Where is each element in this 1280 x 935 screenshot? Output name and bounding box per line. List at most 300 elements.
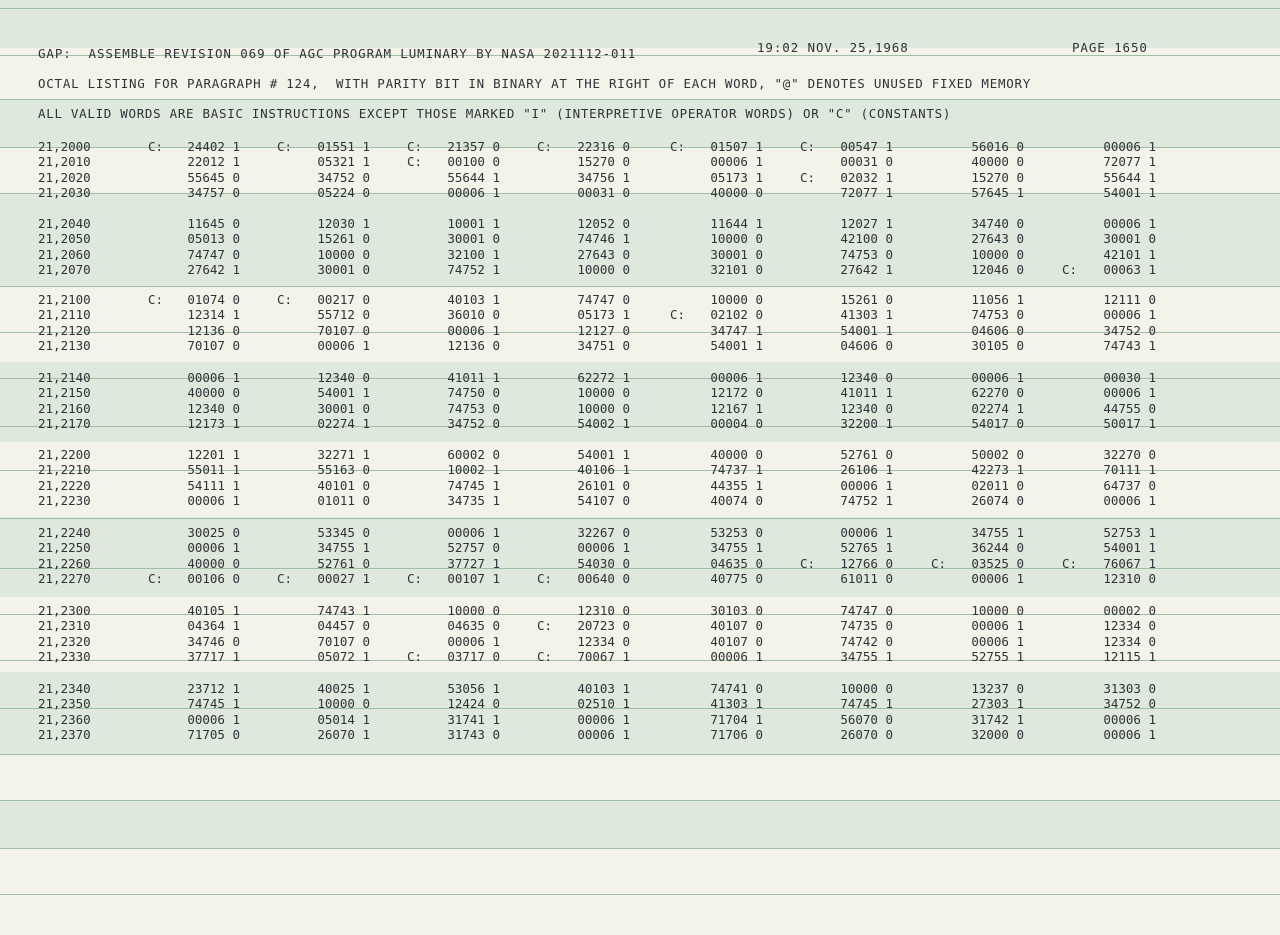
- octal-word: 12201 1: [187, 447, 240, 462]
- listing-description: OCTAL LISTING FOR PARAGRAPH # 124, WITH PARITY BIT IN BINARY AT THE RIGHT OF EACH WORD, "@" DENOTES UNUSED FIXED MEMORY: [38, 76, 1032, 91]
- octal-word: 12340 0: [840, 370, 893, 385]
- octal-word: 00006 1: [971, 570, 1024, 586]
- octal-word: 55712 0: [317, 307, 370, 323]
- octal-word: 04606 0: [840, 337, 893, 353]
- octal-word: 11644 1: [710, 216, 763, 231]
- row-address: 21,2220: [38, 477, 91, 493]
- octal-word: 24402 1: [187, 139, 240, 154]
- octal-word: 52765 1: [840, 540, 893, 556]
- octal-word: 41011 1: [447, 370, 500, 385]
- row-address: 21,2330: [38, 648, 91, 664]
- octal-word: 04635 0: [710, 555, 763, 571]
- octal-word: 12340 0: [317, 370, 370, 385]
- octal-word: 00006 1: [710, 154, 763, 170]
- row-address: 21,2010: [38, 154, 91, 170]
- octal-word: 32200 1: [840, 415, 893, 431]
- octal-word: 34755 1: [710, 540, 763, 556]
- octal-word: 40775 0: [710, 570, 763, 586]
- row-address: 21,2120: [38, 322, 91, 338]
- octal-word: 11056 1: [971, 292, 1024, 307]
- row-address: 21,2050: [38, 231, 91, 247]
- row-address: 21,2140: [38, 370, 91, 385]
- octal-word: 05173 1: [577, 307, 630, 323]
- constant-marker: C:: [148, 292, 164, 307]
- octal-word: 62272 1: [577, 370, 630, 385]
- row-address: 21,2270: [38, 570, 91, 586]
- paper-rule: [0, 754, 1280, 755]
- octal-word: 02510 1: [577, 696, 630, 712]
- octal-word: 02102 0: [710, 307, 763, 323]
- octal-word: 00006 1: [1103, 385, 1156, 401]
- octal-word: 10000 0: [317, 696, 370, 712]
- row-address: 21,2210: [38, 462, 91, 478]
- octal-word: 54030 0: [577, 555, 630, 571]
- octal-word: 00006 1: [710, 370, 763, 385]
- octal-word: 01074 0: [187, 292, 240, 307]
- row-address: 21,2260: [38, 555, 91, 571]
- octal-word: 10000 0: [447, 603, 500, 618]
- octal-word: 30001 0: [710, 246, 763, 262]
- octal-word: 64737 0: [1103, 477, 1156, 493]
- octal-word: 26074 0: [971, 492, 1024, 508]
- octal-word: 71706 0: [710, 726, 763, 742]
- paper-rule: [0, 99, 1280, 100]
- octal-word: 26070 0: [840, 726, 893, 742]
- octal-word: 00006 1: [447, 184, 500, 200]
- octal-word: 37717 1: [187, 648, 240, 664]
- octal-word: 34751 0: [577, 337, 630, 353]
- octal-word: 00006 1: [187, 492, 240, 508]
- octal-word: 72077 1: [1103, 154, 1156, 170]
- octal-word: 53056 1: [447, 681, 500, 696]
- constant-marker: C:: [670, 139, 686, 154]
- octal-word: 01011 0: [317, 492, 370, 508]
- octal-word: 15270 0: [971, 169, 1024, 185]
- octal-word: 12334 0: [577, 633, 630, 649]
- octal-word: 62270 0: [971, 385, 1024, 401]
- constant-marker: C:: [277, 292, 293, 307]
- octal-word: 40105 1: [187, 603, 240, 618]
- constant-marker: C:: [670, 307, 686, 323]
- row-address: 21,2250: [38, 540, 91, 556]
- octal-word: 52755 1: [971, 648, 1024, 664]
- octal-word: 12766 0: [840, 555, 893, 571]
- octal-word: 50017 1: [1103, 415, 1156, 431]
- octal-word: 74753 0: [447, 400, 500, 416]
- octal-word: 12340 0: [840, 400, 893, 416]
- octal-word: 22316 0: [577, 139, 630, 154]
- octal-word: 57645 1: [971, 184, 1024, 200]
- octal-word: 71704 1: [710, 711, 763, 727]
- octal-word: 74742 0: [840, 633, 893, 649]
- octal-word: 34752 0: [447, 415, 500, 431]
- constant-marker: C:: [800, 555, 816, 571]
- octal-word: 20723 0: [577, 618, 630, 634]
- octal-word: 32271 1: [317, 447, 370, 462]
- octal-word: 74747 0: [840, 603, 893, 618]
- octal-word: 00006 1: [447, 525, 500, 540]
- octal-word: 05321 1: [317, 154, 370, 170]
- octal-word: 53253 0: [710, 525, 763, 540]
- constant-marker: C:: [407, 648, 423, 664]
- octal-word: 34755 1: [317, 540, 370, 556]
- octal-word: 00004 0: [710, 415, 763, 431]
- octal-word: 10000 0: [577, 400, 630, 416]
- octal-word: 05014 1: [317, 711, 370, 727]
- octal-word: 76067 1: [1103, 555, 1156, 571]
- octal-word: 34746 0: [187, 633, 240, 649]
- row-address: 21,2350: [38, 696, 91, 712]
- octal-word: 40000 0: [710, 184, 763, 200]
- octal-word: 54001 1: [1103, 184, 1156, 200]
- octal-word: 55645 0: [187, 169, 240, 185]
- octal-word: 70107 0: [317, 633, 370, 649]
- octal-word: 40000 0: [710, 447, 763, 462]
- octal-word: 12167 1: [710, 400, 763, 416]
- row-address: 21,2030: [38, 184, 91, 200]
- octal-word: 30001 0: [1103, 231, 1156, 247]
- octal-word: 12027 1: [840, 216, 893, 231]
- octal-word: 10000 0: [577, 385, 630, 401]
- octal-word: 02032 1: [840, 169, 893, 185]
- octal-word: 36010 0: [447, 307, 500, 323]
- row-address: 21,2240: [38, 525, 91, 540]
- octal-word: 12052 0: [577, 216, 630, 231]
- octal-word: 00547 1: [840, 139, 893, 154]
- octal-word: 74746 1: [577, 231, 630, 247]
- row-address: 21,2020: [38, 169, 91, 185]
- octal-word: 54001 1: [577, 447, 630, 462]
- listing-title: GAP: ASSEMBLE REVISION 069 OF AGC PROGRAM LUMINARY BY NASA 2021112-011: [38, 46, 637, 61]
- paper-rule: [0, 848, 1280, 849]
- octal-word: 54001 1: [840, 322, 893, 338]
- octal-word: 00006 1: [971, 633, 1024, 649]
- constant-marker: C:: [148, 570, 164, 586]
- octal-word: 12172 0: [710, 385, 763, 401]
- octal-word: 30025 0: [187, 525, 240, 540]
- constant-marker: C:: [277, 139, 293, 154]
- octal-word: 54001 1: [710, 337, 763, 353]
- octal-word: 31743 0: [447, 726, 500, 742]
- octal-word: 00030 1: [1103, 370, 1156, 385]
- octal-word: 01551 1: [317, 139, 370, 154]
- octal-word: 03525 0: [971, 555, 1024, 571]
- constant-marker: C:: [800, 169, 816, 185]
- row-address: 21,2340: [38, 681, 91, 696]
- octal-word: 04635 0: [447, 618, 500, 634]
- octal-word: 00217 0: [317, 292, 370, 307]
- row-address: 21,2150: [38, 385, 91, 401]
- constant-marker: C:: [148, 139, 164, 154]
- octal-word: 74735 0: [840, 618, 893, 634]
- octal-word: 12046 0: [971, 261, 1024, 277]
- octal-word: 00006 1: [447, 322, 500, 338]
- octal-word: 12111 0: [1103, 292, 1156, 307]
- octal-word: 70111 1: [1103, 462, 1156, 478]
- octal-word: 10000 0: [840, 681, 893, 696]
- octal-word: 74752 1: [447, 261, 500, 277]
- octal-word: 32000 0: [971, 726, 1024, 742]
- octal-word: 27303 1: [971, 696, 1024, 712]
- octal-word: 02274 1: [317, 415, 370, 431]
- octal-word: 12314 1: [187, 307, 240, 323]
- octal-word: 31741 1: [447, 711, 500, 727]
- octal-word: 04457 0: [317, 618, 370, 634]
- octal-word: 34755 1: [971, 525, 1024, 540]
- octal-word: 12136 0: [187, 322, 240, 338]
- octal-word: 12136 0: [447, 337, 500, 353]
- constant-marker: C:: [277, 570, 293, 586]
- octal-word: 12340 0: [187, 400, 240, 416]
- page-number: PAGE 1650: [1072, 40, 1148, 55]
- octal-word: 42273 1: [971, 462, 1024, 478]
- octal-word: 50002 0: [971, 447, 1024, 462]
- octal-word: 30001 0: [447, 231, 500, 247]
- octal-word: 30103 0: [710, 603, 763, 618]
- octal-word: 12424 0: [447, 696, 500, 712]
- octal-word: 74747 0: [577, 292, 630, 307]
- paper-rule: [0, 518, 1280, 519]
- octal-word: 40106 1: [577, 462, 630, 478]
- octal-word: 54001 1: [317, 385, 370, 401]
- paper-band: [0, 800, 1280, 848]
- constant-marker: C:: [407, 570, 423, 586]
- octal-word: 10000 0: [577, 261, 630, 277]
- octal-word: 10000 0: [710, 231, 763, 247]
- octal-word: 00006 1: [971, 618, 1024, 634]
- octal-word: 61011 0: [840, 570, 893, 586]
- octal-word: 00006 1: [317, 337, 370, 353]
- octal-word: 44355 1: [710, 477, 763, 493]
- octal-word: 74737 1: [710, 462, 763, 478]
- constant-marker: C:: [537, 570, 553, 586]
- constant-marker: C:: [800, 139, 816, 154]
- octal-word: 00006 1: [1103, 726, 1156, 742]
- octal-word: 00006 1: [1103, 711, 1156, 727]
- paper-rule: [0, 800, 1280, 801]
- octal-word: 34752 0: [317, 169, 370, 185]
- octal-word: 71705 0: [187, 726, 240, 742]
- octal-word: 04606 0: [971, 322, 1024, 338]
- row-address: 21,2160: [38, 400, 91, 416]
- octal-word: 54001 1: [1103, 540, 1156, 556]
- row-address: 21,2300: [38, 603, 91, 618]
- octal-word: 27642 1: [840, 261, 893, 277]
- octal-word: 00107 1: [447, 570, 500, 586]
- octal-word: 00006 1: [710, 648, 763, 664]
- octal-word: 32100 1: [447, 246, 500, 262]
- octal-word: 21357 0: [447, 139, 500, 154]
- octal-word: 10000 0: [971, 603, 1024, 618]
- octal-word: 34752 0: [1103, 322, 1156, 338]
- octal-word: 40000 0: [187, 555, 240, 571]
- octal-word: 00106 0: [187, 570, 240, 586]
- octal-word: 00006 1: [840, 477, 893, 493]
- octal-word: 02011 0: [971, 477, 1024, 493]
- octal-word: 00006 1: [971, 370, 1024, 385]
- octal-word: 40000 0: [187, 385, 240, 401]
- paper-rule: [0, 286, 1280, 287]
- row-address: 21,2000: [38, 139, 91, 154]
- octal-word: 05072 1: [317, 648, 370, 664]
- octal-word: 01507 1: [710, 139, 763, 154]
- octal-word: 00006 1: [1103, 139, 1156, 154]
- octal-word: 12127 0: [577, 322, 630, 338]
- octal-word: 74753 0: [971, 307, 1024, 323]
- octal-word: 00006 1: [577, 711, 630, 727]
- octal-word: 55011 1: [187, 462, 240, 478]
- octal-word: 54107 0: [577, 492, 630, 508]
- octal-word: 55644 1: [447, 169, 500, 185]
- octal-word: 37727 1: [447, 555, 500, 571]
- octal-word: 00063 1: [1103, 261, 1156, 277]
- octal-word: 70107 0: [187, 337, 240, 353]
- octal-word: 34752 0: [1103, 696, 1156, 712]
- octal-word: 74753 0: [840, 246, 893, 262]
- octal-word: 03717 0: [447, 648, 500, 664]
- octal-word: 00006 1: [447, 633, 500, 649]
- octal-word: 15261 0: [317, 231, 370, 247]
- octal-word: 74747 0: [187, 246, 240, 262]
- octal-word: 00006 1: [1103, 492, 1156, 508]
- octal-word: 00100 0: [447, 154, 500, 170]
- octal-word: 12334 0: [1103, 633, 1156, 649]
- octal-word: 40103 1: [447, 292, 500, 307]
- octal-word: 70107 0: [317, 322, 370, 338]
- paper-rule: [0, 894, 1280, 895]
- octal-word: 00031 0: [577, 184, 630, 200]
- octal-word: 56070 0: [840, 711, 893, 727]
- octal-word: 23712 1: [187, 681, 240, 696]
- octal-word: 00006 1: [187, 370, 240, 385]
- octal-word: 31742 1: [971, 711, 1024, 727]
- octal-word: 40107 0: [710, 633, 763, 649]
- octal-word: 26101 0: [577, 477, 630, 493]
- constant-marker: C:: [407, 154, 423, 170]
- octal-word: 00006 1: [187, 540, 240, 556]
- octal-word: 34755 1: [840, 648, 893, 664]
- octal-word: 40107 0: [710, 618, 763, 634]
- octal-word: 27643 0: [577, 246, 630, 262]
- octal-word: 52753 1: [1103, 525, 1156, 540]
- octal-word: 52761 0: [840, 447, 893, 462]
- octal-word: 41303 1: [840, 307, 893, 323]
- constant-marker: C:: [1062, 555, 1078, 571]
- octal-word: 05224 0: [317, 184, 370, 200]
- octal-word: 74743 1: [1103, 337, 1156, 353]
- octal-word: 00006 1: [577, 540, 630, 556]
- octal-word: 72077 1: [840, 184, 893, 200]
- row-address: 21,2370: [38, 726, 91, 742]
- octal-word: 11645 0: [187, 216, 240, 231]
- octal-word: 00006 1: [577, 726, 630, 742]
- octal-word: 10002 1: [447, 462, 500, 478]
- octal-word: 30105 0: [971, 337, 1024, 353]
- constant-marker: C:: [407, 139, 423, 154]
- octal-word: 52757 0: [447, 540, 500, 556]
- octal-word: 54002 1: [577, 415, 630, 431]
- row-address: 21,2060: [38, 246, 91, 262]
- octal-word: 13237 0: [971, 681, 1024, 696]
- octal-word: 32270 0: [1103, 447, 1156, 462]
- row-address: 21,2310: [38, 618, 91, 634]
- octal-word: 55644 1: [1103, 169, 1156, 185]
- octal-word: 36244 0: [971, 540, 1024, 556]
- row-address: 21,2070: [38, 261, 91, 277]
- octal-word: 31303 0: [1103, 681, 1156, 696]
- row-address: 21,2360: [38, 711, 91, 727]
- octal-word: 41303 1: [710, 696, 763, 712]
- octal-word: 26106 1: [840, 462, 893, 478]
- octal-word: 52761 0: [317, 555, 370, 571]
- row-address: 21,2320: [38, 633, 91, 649]
- listing-datetime: 19:02 NOV. 25,1968: [757, 40, 909, 55]
- octal-word: 12334 0: [1103, 618, 1156, 634]
- octal-word: 04364 1: [187, 618, 240, 634]
- octal-word: 42100 0: [840, 231, 893, 247]
- octal-word: 10000 0: [971, 246, 1024, 262]
- octal-word: 30001 0: [317, 400, 370, 416]
- octal-word: 74750 0: [447, 385, 500, 401]
- octal-word: 40025 1: [317, 681, 370, 696]
- octal-word: 54017 0: [971, 415, 1024, 431]
- octal-word: 00006 1: [1103, 216, 1156, 231]
- row-address: 21,2040: [38, 216, 91, 231]
- octal-word: 74752 1: [840, 492, 893, 508]
- octal-word: 12310 0: [1103, 570, 1156, 586]
- octal-word: 54111 1: [187, 477, 240, 493]
- octal-word: 34757 0: [187, 184, 240, 200]
- valid-words-note: ALL VALID WORDS ARE BASIC INSTRUCTIONS EXCEPT THOSE MARKED "I" (INTERPRETIVE OPERATOR WORDS) OR "C" (CONSTANTS): [38, 106, 952, 121]
- octal-word: 53345 0: [317, 525, 370, 540]
- octal-word: 34735 1: [447, 492, 500, 508]
- octal-word: 12173 1: [187, 415, 240, 431]
- constant-marker: C:: [537, 648, 553, 664]
- octal-word: 40103 1: [577, 681, 630, 696]
- octal-word: 10000 0: [317, 246, 370, 262]
- octal-word: 10000 0: [710, 292, 763, 307]
- octal-word: 41011 1: [840, 385, 893, 401]
- octal-word: 56016 0: [971, 139, 1024, 154]
- octal-word: 15261 0: [840, 292, 893, 307]
- row-address: 21,2130: [38, 337, 91, 353]
- octal-word: 42101 1: [1103, 246, 1156, 262]
- octal-word: 32101 0: [710, 261, 763, 277]
- octal-word: 00002 0: [1103, 603, 1156, 618]
- octal-word: 02274 1: [971, 400, 1024, 416]
- octal-word: 00640 0: [577, 570, 630, 586]
- constant-marker: C:: [537, 139, 553, 154]
- octal-word: 00006 1: [187, 711, 240, 727]
- row-address: 21,2100: [38, 292, 91, 307]
- octal-word: 15270 0: [577, 154, 630, 170]
- octal-word: 60002 0: [447, 447, 500, 462]
- row-address: 21,2110: [38, 307, 91, 323]
- octal-word: 10001 1: [447, 216, 500, 231]
- octal-word: 22012 1: [187, 154, 240, 170]
- octal-word: 05173 1: [710, 169, 763, 185]
- octal-word: 34747 1: [710, 322, 763, 338]
- octal-word: 12030 1: [317, 216, 370, 231]
- octal-word: 00027 1: [317, 570, 370, 586]
- octal-word: 34740 0: [971, 216, 1024, 231]
- octal-word: 74743 1: [317, 603, 370, 618]
- constant-marker: C:: [1062, 261, 1078, 277]
- row-address: 21,2230: [38, 492, 91, 508]
- octal-word: 30001 0: [317, 261, 370, 277]
- octal-word: 00006 1: [1103, 307, 1156, 323]
- octal-word: 00031 0: [840, 154, 893, 170]
